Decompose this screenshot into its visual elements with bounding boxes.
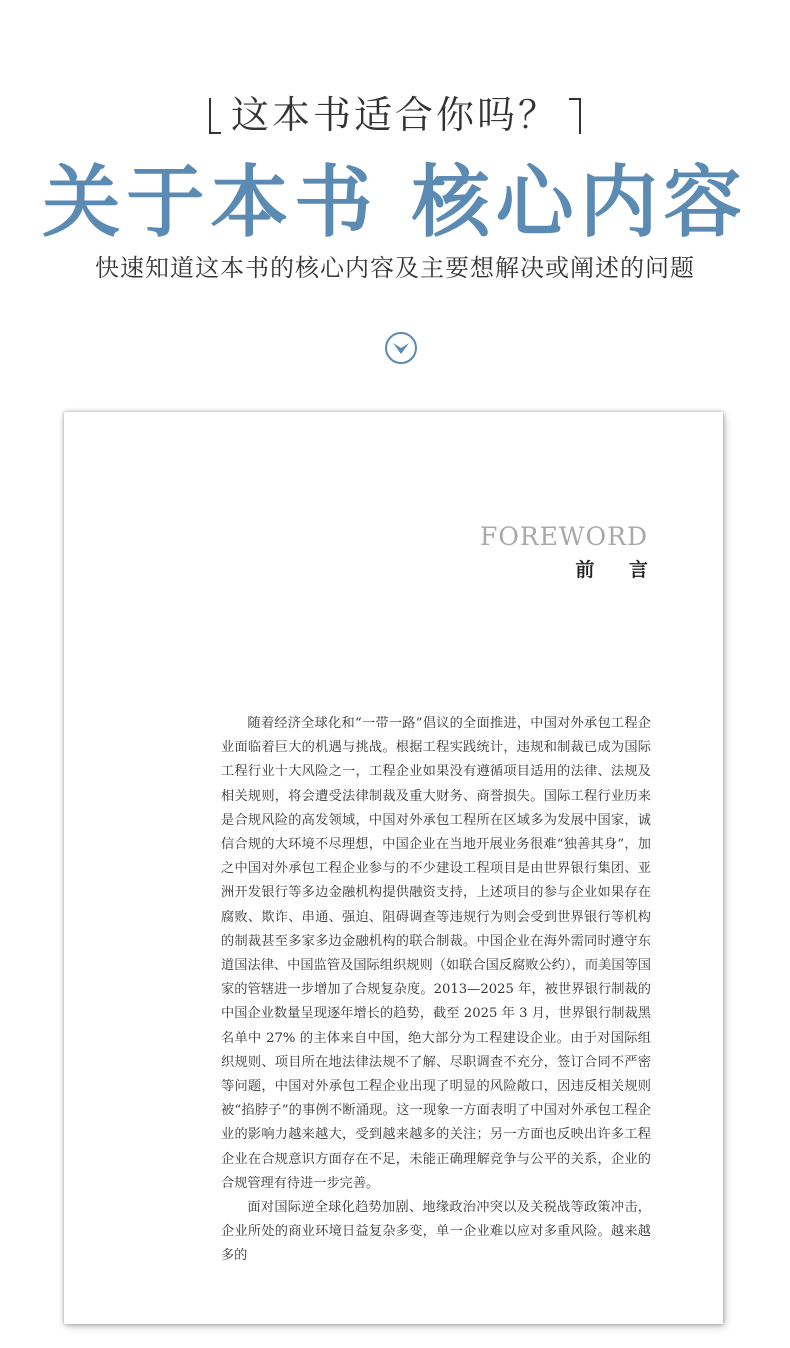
- left-bracket: [209, 98, 221, 134]
- main-title: 关于本书 核心内容: [42, 157, 748, 248]
- foreword-heading-en: FOREWORD: [480, 522, 648, 551]
- paragraph: 随着经济全球化和“一带一路”倡议的全面推进，中国对外承包工程企业面临着巨大的机遇与挑战。根据工程实践统计，违规和制裁已成为国际工程行业十大风险之一，工程企业如果没有遵循项目适用的法律、法规及相关规则，将会遭受法律制裁及重大财务、商誉损失。国际工程行业历来是合规风险的高发领域，中国对外承包工程所在区域多为发展中国家，诚信合规的大环境不尽理想，中国企业在当地开展业务很难“独善其身”，加之中国对外承包工程企业参与的不少建设工程项目是由世界银行集团、亚洲开发银行等多边金融机构提供融资支持，上述项目的参与企业如果存在腐败、欺诈、串通、强迫、阻碍调查等违规行为则会受到世界银行等机构的制裁甚至多家多边金融机构的联合制裁。中国企业在海外需同时遵守东道国法律、中国监管及国际组织规则（如联合国反腐败公约），而美国等国家的管辖进一步增加了合规复杂度。2013—2025 年，被世界银行制裁的中国企业数量呈现逐年增长的趋势，截至 2025 年 3 月，世界银行制裁黑名单中 27% 的主体来自中国，绝大部分为工程建设企业。由于对国际组织规则、项目所在地法律法规不了解、尽职调查不充分，签订合同不严密等问题，中国对外承包工程企业出现了明显的风险敞口，因违反相关规则被“掐脖子”的事例不断涌现。这一现象一方面表明了中国对外承包工程企业的影响力越来越大，受到越来越多的关注；另一方面也反映出许多工程企业在合规意识方面存在不足，未能正确理解竞争与公平的关系，企业的合规管理有待进一步完善。: [221, 716, 651, 1191]
- question-heading: [0, 84, 790, 139]
- question-text: 这本书适合你吗？: [230, 93, 559, 137]
- paragraph: 面对国际逆全球化趋势加剧、地缘政治冲突以及关税战等政策冲击，企业所处的商业环境日益复杂多变，单一企业难以应对多重风险。越来越多的: [221, 1200, 651, 1264]
- right-bracket: [569, 98, 581, 134]
- chevron-down-circle-icon: [384, 331, 418, 365]
- book-page: [64, 412, 723, 1324]
- foreword-body: [221, 712, 651, 1269]
- foreword-heading-cn: 前 言: [575, 559, 662, 581]
- subtitle: 快速知道这本书的核心内容及主要想解决或阐述的问题: [95, 254, 695, 282]
